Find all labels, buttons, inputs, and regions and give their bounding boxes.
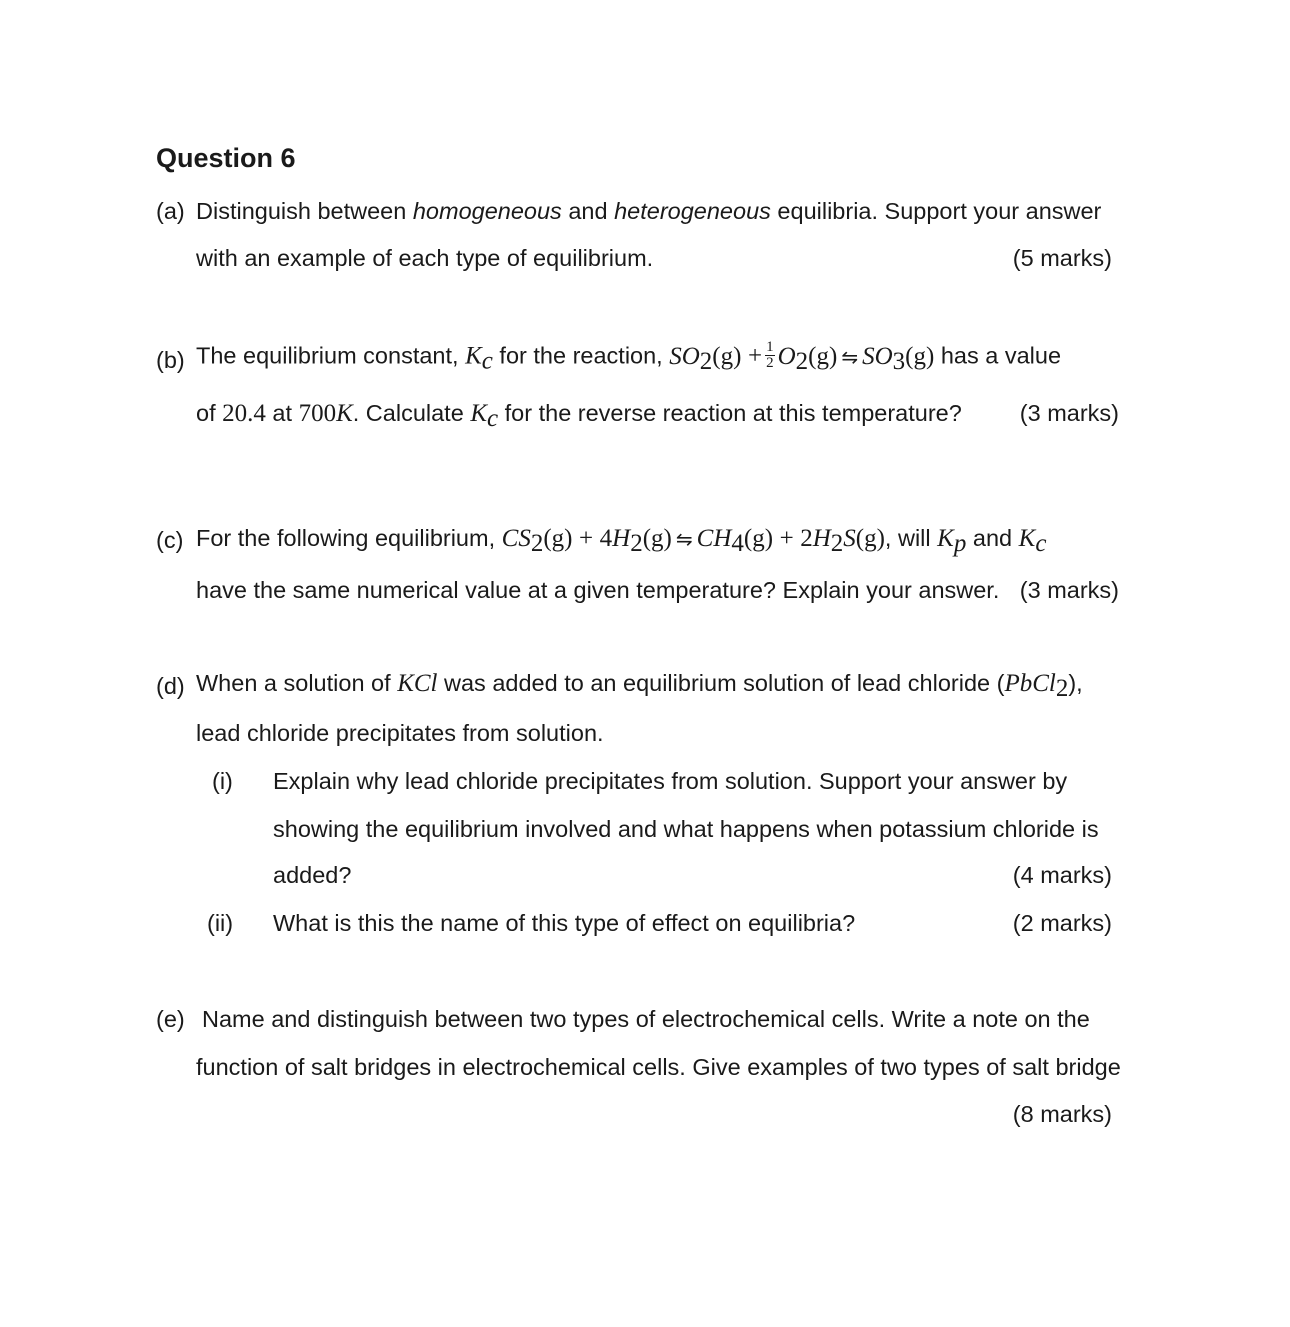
part-d-ii-label: (ii) <box>207 910 234 936</box>
question-title: Question 6 <box>156 143 296 173</box>
equilibrium-arrow-icon: ⇋ <box>841 344 859 369</box>
part-b-line1: The equilibrium constant, $K_c$ for the reaction, $SO_2(g)$ + $\frac{1}{2}$ $O_2(g)$ ⇋ $SO_3(g)$ has a value <box>196 339 1062 375</box>
part-e-line2: function of salt bridges in electrochemical cells. Give examples of two types of salt bridge <box>196 1054 1121 1080</box>
part-a-label: (a) <box>156 198 185 224</box>
part-d-i-marks: (4 marks) <box>1012 862 1112 888</box>
part-d-label: (d) <box>156 673 185 699</box>
part-b-label: (b) <box>156 347 185 373</box>
part-d-i-line3: added? <box>273 862 352 888</box>
part-c-marks: (3 marks) <box>1019 577 1119 603</box>
part-a-marks: (5 marks) <box>1012 245 1112 271</box>
part-d-i-line2: showing the equilibrium involved and what happens when potassium chloride is <box>273 816 1099 842</box>
part-c-line2: have the same numerical value at a given temperature? Explain your answer. <box>196 577 1000 603</box>
part-e-label: (e) <box>156 1006 185 1032</box>
part-b-line2: of 20.4 at 700K. Calculate $K_c$ for the reverse reaction at this temperature? <box>196 400 962 432</box>
part-e-marks: (8 marks) <box>1012 1101 1112 1127</box>
part-d-i-line1: Explain why lead chloride precipitates from solution. Support your answer by <box>273 768 1068 794</box>
part-d-line1: When a solution of KCl was added to an equilibrium solution of lead chloride (PbCl$_2$), <box>196 670 1083 702</box>
part-c-label: (c) <box>156 527 184 553</box>
fraction-one-half: $\frac{1}{2}$ <box>766 339 774 371</box>
part-a-line1: Distinguish between homogeneous and heterogeneous equilibria. Support your answer <box>196 198 1102 224</box>
equilibrium-arrow-icon: ⇋ <box>675 527 693 551</box>
part-d-ii-marks: (2 marks) <box>1012 910 1112 936</box>
part-c-line1: For the following equilibrium, $CS_2(g) + 4H_2(g)$ ⇋ $CH_4(g) + 2H_2S(g)$, will $K_p$ and $K_c$ <box>196 525 1047 557</box>
part-b-marks: (3 marks) <box>1019 400 1119 426</box>
part-d-i-label: (i) <box>212 768 233 794</box>
part-e-line1: Name and distinguish between two types of electrochemical cells. Write a note on the <box>202 1006 1090 1032</box>
part-a-line2: with an example of each type of equilibrium. <box>196 245 654 271</box>
part-d-ii-line1: What is this the name of this type of effect on equilibria? <box>273 910 856 936</box>
part-d-line2: lead chloride precipitates from solution. <box>196 720 604 746</box>
